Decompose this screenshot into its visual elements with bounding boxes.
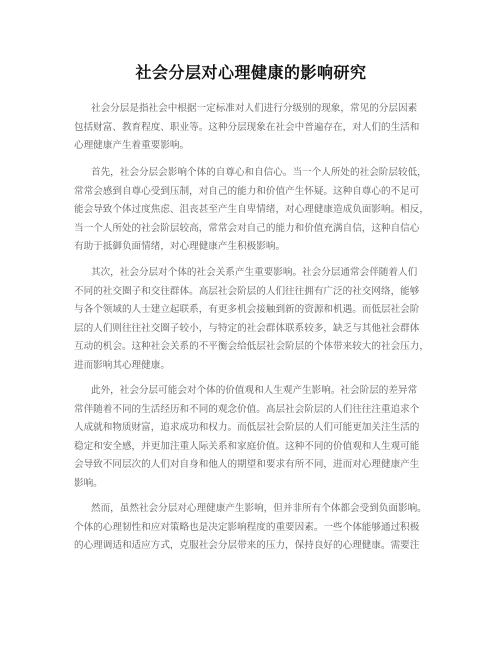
text-line: 首先，社会分层会影响个体的自尊心和自信心。当一个人所处的社会阶层较低， xyxy=(91,167,427,178)
text-line: 此外，社会分层可能会对个体的价值观和人生观产生影响。社会阶层的差异常 xyxy=(91,385,418,396)
text-line: 进而影响其心理健康。 xyxy=(74,359,170,371)
text-line: 影响。 xyxy=(74,477,103,489)
text-line: 能会导致个体过度焦虑、沮丧甚至产生自卑情绪，对心理健康造成负面影响。相反， xyxy=(74,204,429,216)
text-line: 与各个领域的人士建立起联系，有更多机会接触到新的资源和机遇。而低层社会阶 xyxy=(74,304,420,316)
text-line: 常常会感到自尊心受到压制，对自己的能力和价值产生怀疑。这种自尊心的不足可 xyxy=(74,185,420,197)
paragraph-2 xyxy=(74,164,429,257)
paragraph-3 xyxy=(74,264,429,376)
text-line: 社会分层是指社会中根据一定标准对人们进行分级别的现象，常见的分层因素 xyxy=(91,103,418,114)
text-line: 包括财富、教育程度、职业等。这种分层现象在社会中普遍存在，对人们的生活和 xyxy=(74,121,420,133)
text-line: 的心理调适和适应方式，克服社会分层带来的压力，保持良好的心理健康。需要注 xyxy=(74,540,420,552)
text-line: 有助于抵御负面情绪，对心理健康产生积极影响。 xyxy=(74,241,286,253)
text-line: 个体的心理韧性和应对策略也是决定影响程度的重要因素。一些个体能够通过积极 xyxy=(74,521,420,533)
text-line: 稳定和安全感，并更加注重人际关系和家庭价值。这种不同的价值观和人生观可能 xyxy=(74,440,420,452)
text-line: 互动的机会。这种社会关系的不平衡会给低层社会阶层的个体带来较大的社会压力， xyxy=(74,341,429,353)
paragraph-4 xyxy=(74,382,420,494)
text-line: 会导致不同层次的人们对自身和他人的期望和要求有所不同，进而对心理健康产生 xyxy=(74,459,420,471)
text-line: 常伴随着不同的生活经历和不同的观念价值。高层社会阶层的人们往往注重追求个 xyxy=(74,403,420,415)
paragraph-5 xyxy=(74,500,427,556)
text-line: 心理健康产生着重要影响。 xyxy=(74,140,190,152)
paragraph-1 xyxy=(74,100,420,156)
text-line: 当一个人所处的社会阶层较高，常常会对自己的能力和价值充满自信，这种自信心 xyxy=(74,222,420,234)
text-line: 不同的社交圈子和交往群体。高层社会阶层的人们往往拥有广泛的社交网络，能够 xyxy=(74,285,420,297)
page-title: 社会分层对心理健康的影响研究 xyxy=(135,63,367,82)
text-line: 其次，社会分层对个体的社会关系产生重要影响。社会分层通常会伴随着人们 xyxy=(91,267,418,278)
text-line: 层的人们则往往社交圈子较小，与特定的社会群体联系较多，缺乏与其他社会群体 xyxy=(74,322,420,334)
text-line: 人成就和物质财富，追求成功和权力。而低层社会阶层的人们可能更加关注生活的 xyxy=(74,422,420,434)
text-line: 然而，虽然社会分层对心理健康产生影响，但并非所有个体都会受到负面影响。 xyxy=(91,503,427,514)
